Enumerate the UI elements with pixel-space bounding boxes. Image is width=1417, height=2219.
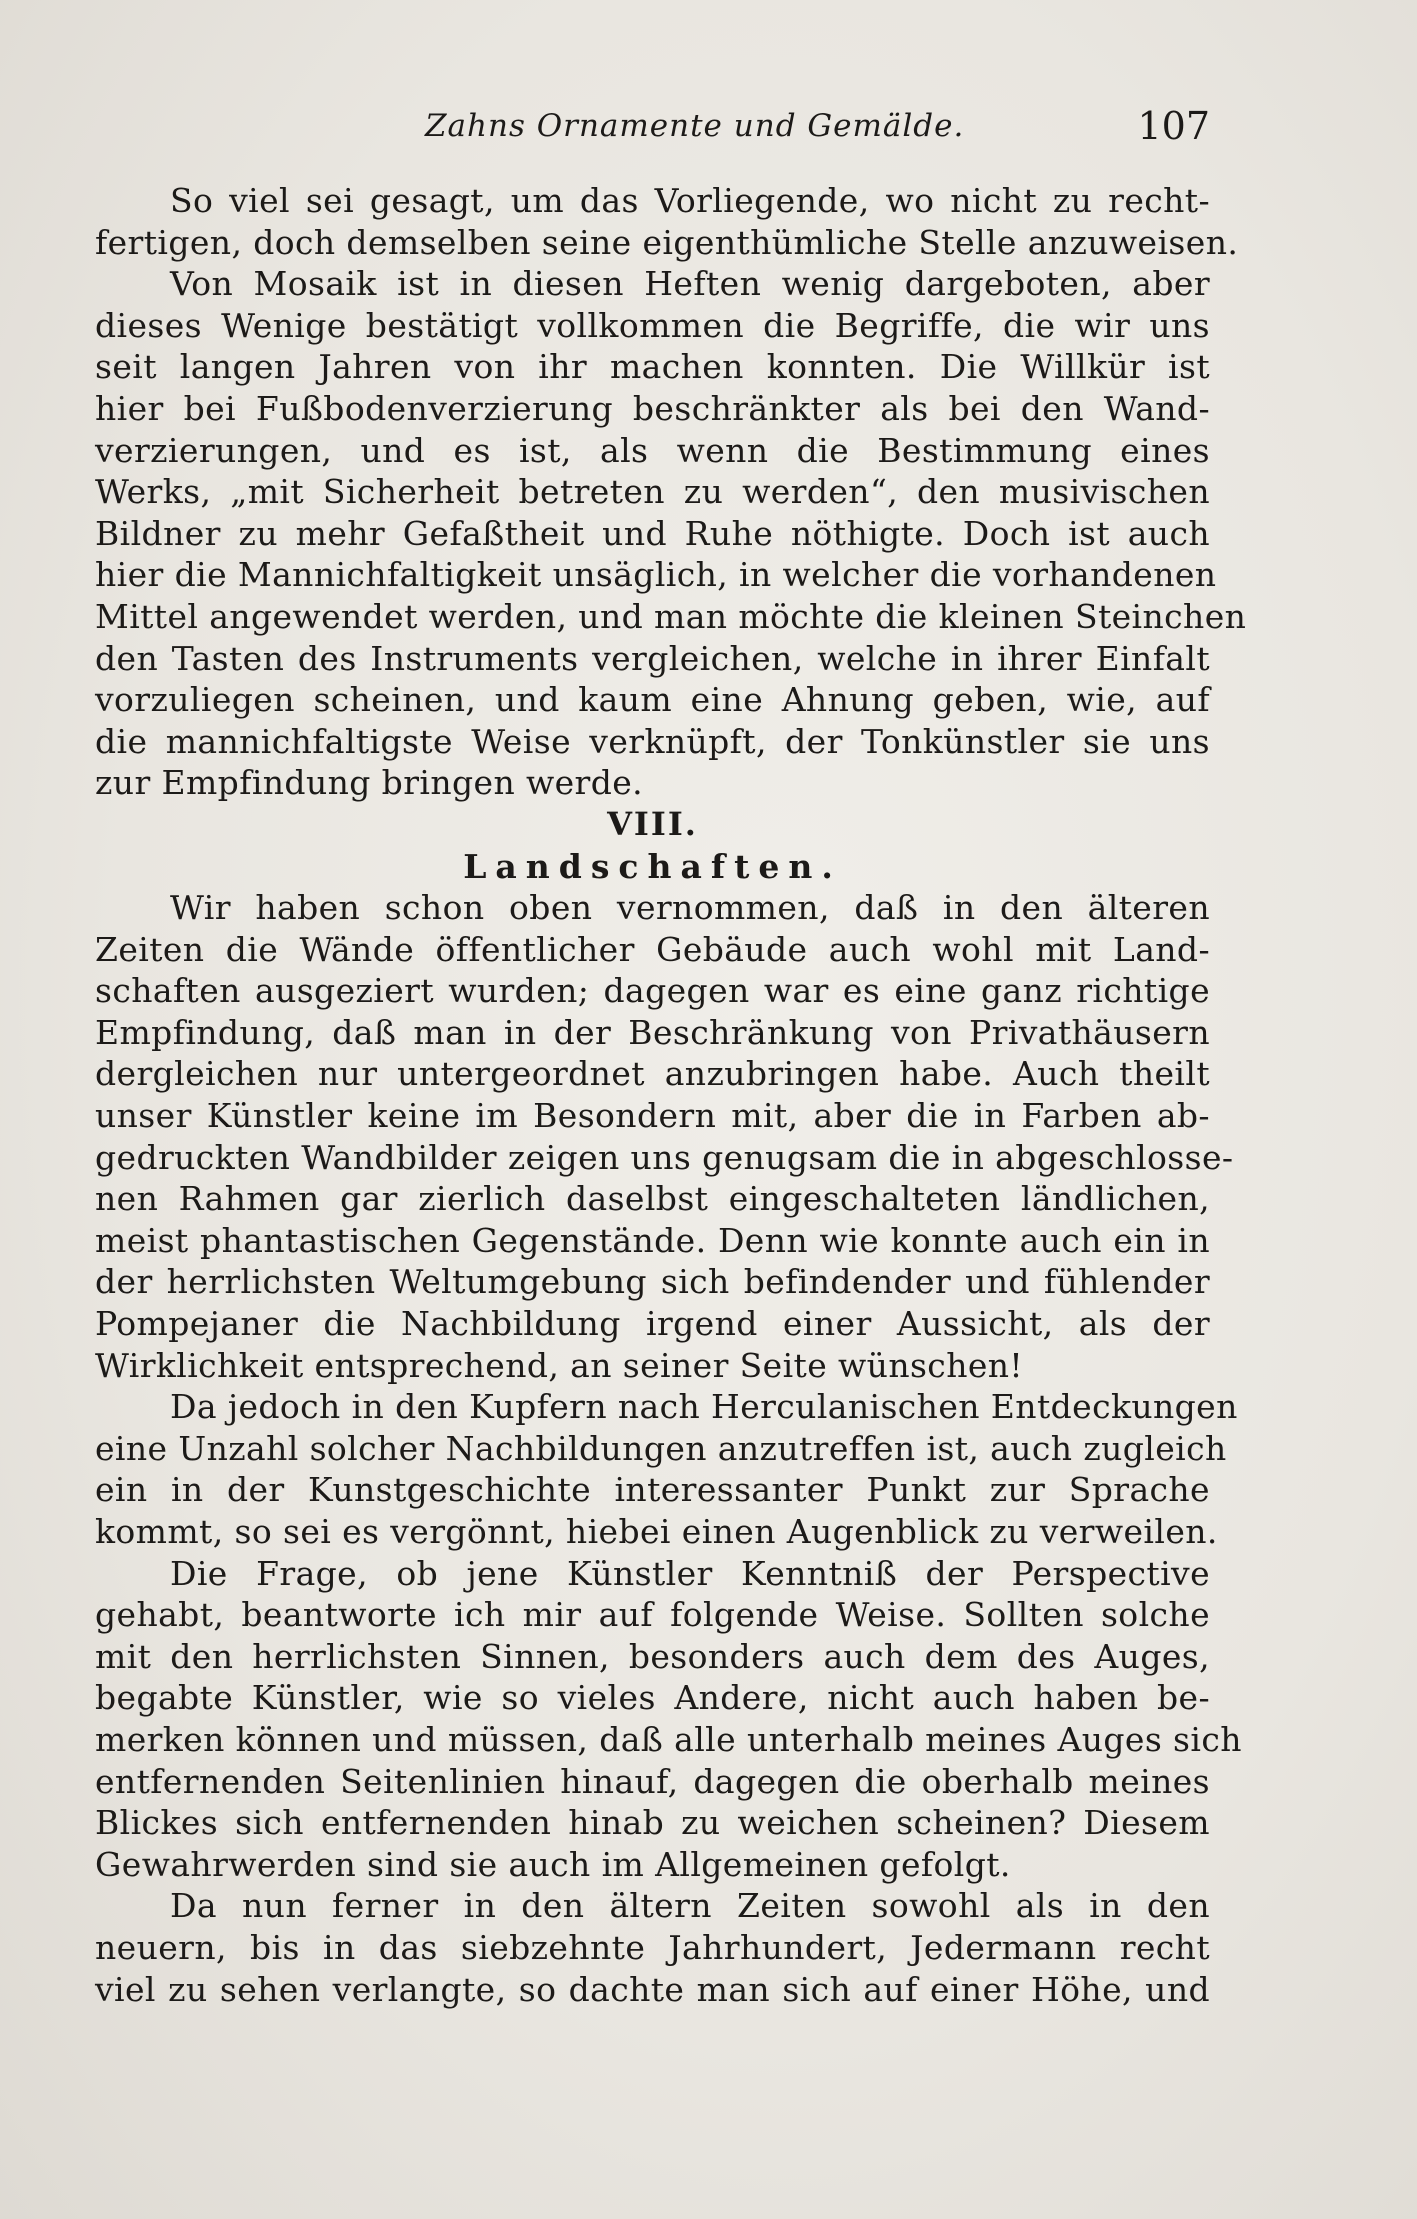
text-line: Von Mosaik ist in diesen Heften wenig dargeboten, aber: [170, 264, 1210, 304]
section-numeral: VIII.: [607, 804, 698, 843]
text-line: viel zu sehen verlangte, so dachte man sich auf einer Höhe, und: [95, 1969, 1210, 2009]
text-line: So viel sei gesagt, um das Vorliegende, wo nicht zu recht-: [170, 181, 1210, 220]
text-line: Wirklichkeit entsprechend, an seiner Seite wünschen!: [95, 1345, 1024, 1385]
text-line: Pompejaner die Nachbildung irgend einer Aussicht, als der: [95, 1304, 1210, 1344]
text-line: kommt, so sei es vergönnt, hiebei einen Augenblick zu verweilen.: [95, 1512, 1218, 1551]
page-number: 107: [1137, 104, 1210, 148]
text-line: vorzuliegen scheinen, und kaum eine Ahnung geben, wie, auf: [95, 680, 1210, 720]
text-line: Bildner zu mehr Gefaßtheit und Ruhe nöthigte. Doch ist auch: [95, 513, 1210, 553]
text-line: merken können und müssen, daß alle unterhalb meines Auges sich: [95, 1719, 1242, 1759]
text-line: Da jedoch in den Kupfern nach Herculanischen Entdeckungen: [170, 1387, 1238, 1427]
text-line: eine Unzahl solcher Nachbildungen anzutreffen ist, auch zugleich: [95, 1428, 1227, 1468]
text-line: entfernenden Seitenlinien hinauf, dagegen die oberhalb meines: [95, 1761, 1210, 1801]
paragraph-mosaic: [95, 263, 1247, 804]
paragraph-herculaneum: [95, 1386, 1238, 1552]
text-line: Empfindung, daß man in der Beschränkung von Privathäusern: [95, 1012, 1210, 1052]
section-title: Landschaften.: [463, 846, 842, 886]
text-line: nen Rahmen gar zierlich daselbst eingeschalteten ländlichen,: [95, 1179, 1210, 1219]
text-line: dieses Wenige bestätigt vollkommen die Begriffe, die wir uns: [95, 305, 1210, 345]
text-line: der herrlichsten Weltumgebung sich befindender und fühlender: [95, 1262, 1210, 1302]
text-line: neuern, bis in das siebzehnte Jahrhundert, Jedermann recht: [95, 1927, 1210, 1967]
text-line: mit den herrlichsten Sinnen, besonders auch dem des Auges,: [95, 1636, 1210, 1676]
text-line: Mittel angewendet werden, und man möchte die kleinen Steinchen: [95, 596, 1247, 636]
text-line: ein in der Kunstgeschichte interessanter Punkt zur Sprache: [95, 1470, 1210, 1510]
paragraph-landscapes: [95, 887, 1234, 1386]
text-line: Wir haben schon oben vernommen, daß in den älteren: [170, 888, 1210, 928]
text-line: Werks, „mit Sicherheit betreten zu werden“, den musivischen: [95, 472, 1210, 512]
body-text: [95, 180, 1247, 2010]
text-line: Gewahrwerden sind sie auch im Allgemeinen gefolgt.: [95, 1844, 1011, 1884]
text-line: meist phantastischen Gegenstände. Denn wie konnte auch ein in: [95, 1220, 1210, 1260]
text-line: den Tasten des Instruments vergleichen, welche in ihrer Einfalt: [95, 638, 1210, 678]
text-line: gedruckten Wandbilder zeigen uns genugsam die in abgeschlosse-: [95, 1137, 1234, 1177]
text-line: die mannichfaltigste Weise verknüpft, der Tonkünstler sie uns: [95, 721, 1210, 761]
text-line: fertigen, doch demselben seine eigenthümliche Stelle anzuweisen.: [95, 222, 1239, 262]
paragraph-mosaic-intro: [95, 180, 1239, 263]
paragraph-viewpoint: [95, 1885, 1210, 2010]
text-line: Da nun ferner in den ältern Zeiten sowohl als in den: [170, 1886, 1210, 1926]
text-line: schaften ausgeziert wurden; dagegen war es eine ganz richtige: [95, 971, 1210, 1011]
text-line: hier bei Fußbodenverzierung beschränkter als bei den Wand-: [95, 388, 1210, 428]
text-line: Die Frage, ob jene Künstler Kenntniß der Perspective: [170, 1553, 1210, 1593]
text-line: dergleichen nur untergeordnet anzubringen habe. Auch theilt: [95, 1054, 1210, 1094]
text-line: hier die Mannichfaltigkeit unsäglich, in welcher die vorhandenen: [95, 555, 1217, 595]
text-line: begabte Künstler, wie so vieles Andere, nicht auch haben be-: [95, 1678, 1210, 1718]
text-line: seit langen Jahren von ihr machen konnten. Die Willkür ist: [95, 347, 1210, 387]
running-title: Zahns Ornamente und Gemälde.: [425, 108, 965, 144]
paragraph-perspective: [95, 1553, 1242, 1886]
text-line: Blickes sich entfernenden hinab zu weichen scheinen? Diesem: [95, 1803, 1210, 1843]
text-line: zur Empfindung bringen werde.: [95, 763, 644, 803]
text-line: Zeiten die Wände öffentlicher Gebäude auch wohl mit Land-: [95, 929, 1210, 969]
text-line: verzierungen, und es ist, als wenn die Bestimmung eines: [95, 430, 1210, 470]
text-line: gehabt, beantworte ich mir auf folgende Weise. Sollten solche: [95, 1595, 1210, 1635]
running-head: [95, 100, 1210, 160]
text-line: unser Künstler keine im Besondern mit, aber die in Farben ab-: [95, 1096, 1210, 1136]
